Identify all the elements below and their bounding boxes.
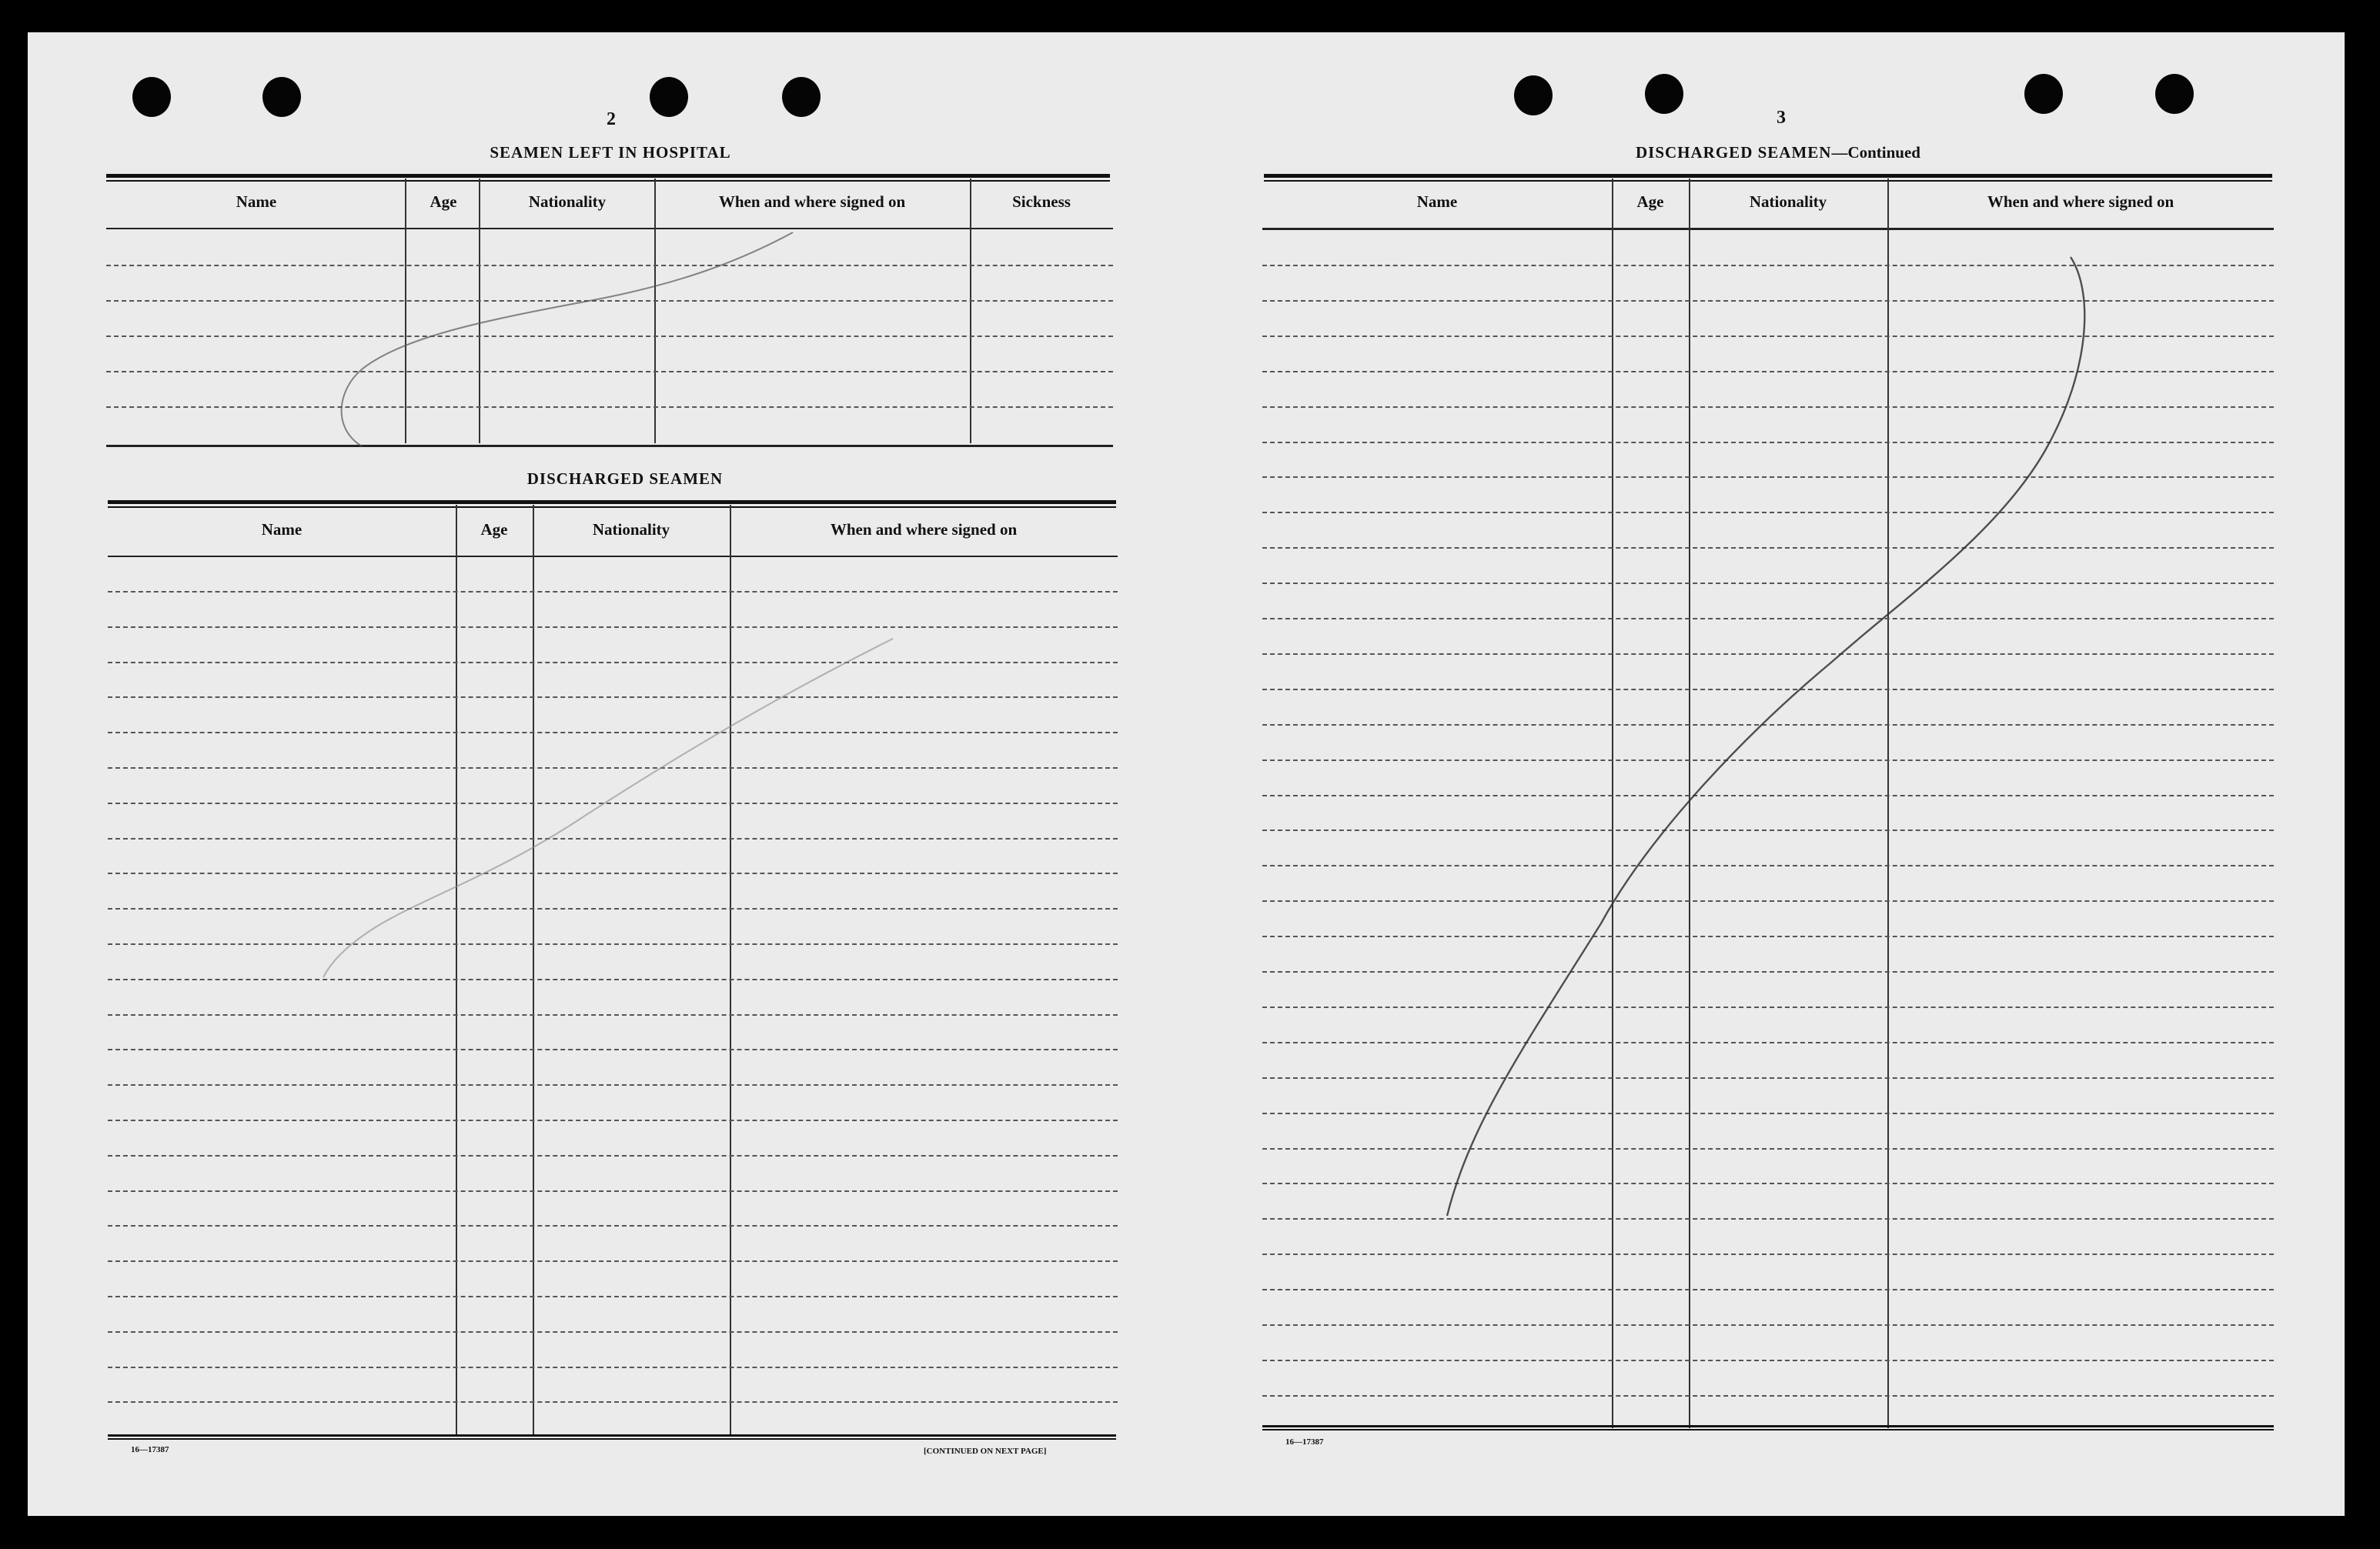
col-header-sickness: Sickness	[1012, 192, 1071, 211]
continued-note: [CONTINUED ON NEXT PAGE]	[924, 1447, 1047, 1456]
discharged-section-title: DISCHARGED SEAMEN	[526, 469, 724, 488]
col-header-name: Name	[236, 192, 277, 211]
col-header-age: Age	[1636, 192, 1664, 211]
col-header-nationality: Nationality	[1749, 192, 1827, 211]
col-header-signed-on: When and where signed on	[1987, 192, 2174, 211]
col-header-nationality: Nationality	[592, 520, 670, 539]
page-number: 3	[1777, 108, 1786, 128]
section-title-suffix: —Continued	[1831, 143, 1920, 162]
pencil-strike-line	[342, 232, 793, 446]
col-header-name: Name	[261, 520, 303, 539]
col-header-signed-on: When and where signed on	[718, 192, 906, 211]
page-number: 2	[607, 109, 616, 129]
pencil-strike-line	[323, 639, 893, 977]
col-header-age: Age	[480, 520, 508, 539]
col-header-nationality: Nationality	[528, 192, 607, 211]
form-code: 16—17387	[131, 1445, 169, 1454]
col-header-signed-on: When and where signed on	[830, 520, 1018, 539]
form-code: 16—17387	[1285, 1437, 1324, 1447]
col-header-age: Age	[430, 192, 457, 211]
hospital-section-title: SEAMEN LEFT IN HOSPITAL	[490, 143, 731, 162]
section-title-main: DISCHARGED SEAMEN	[1636, 143, 1832, 162]
pencil-strike-line	[1447, 257, 2084, 1216]
col-header-name: Name	[1416, 192, 1458, 211]
